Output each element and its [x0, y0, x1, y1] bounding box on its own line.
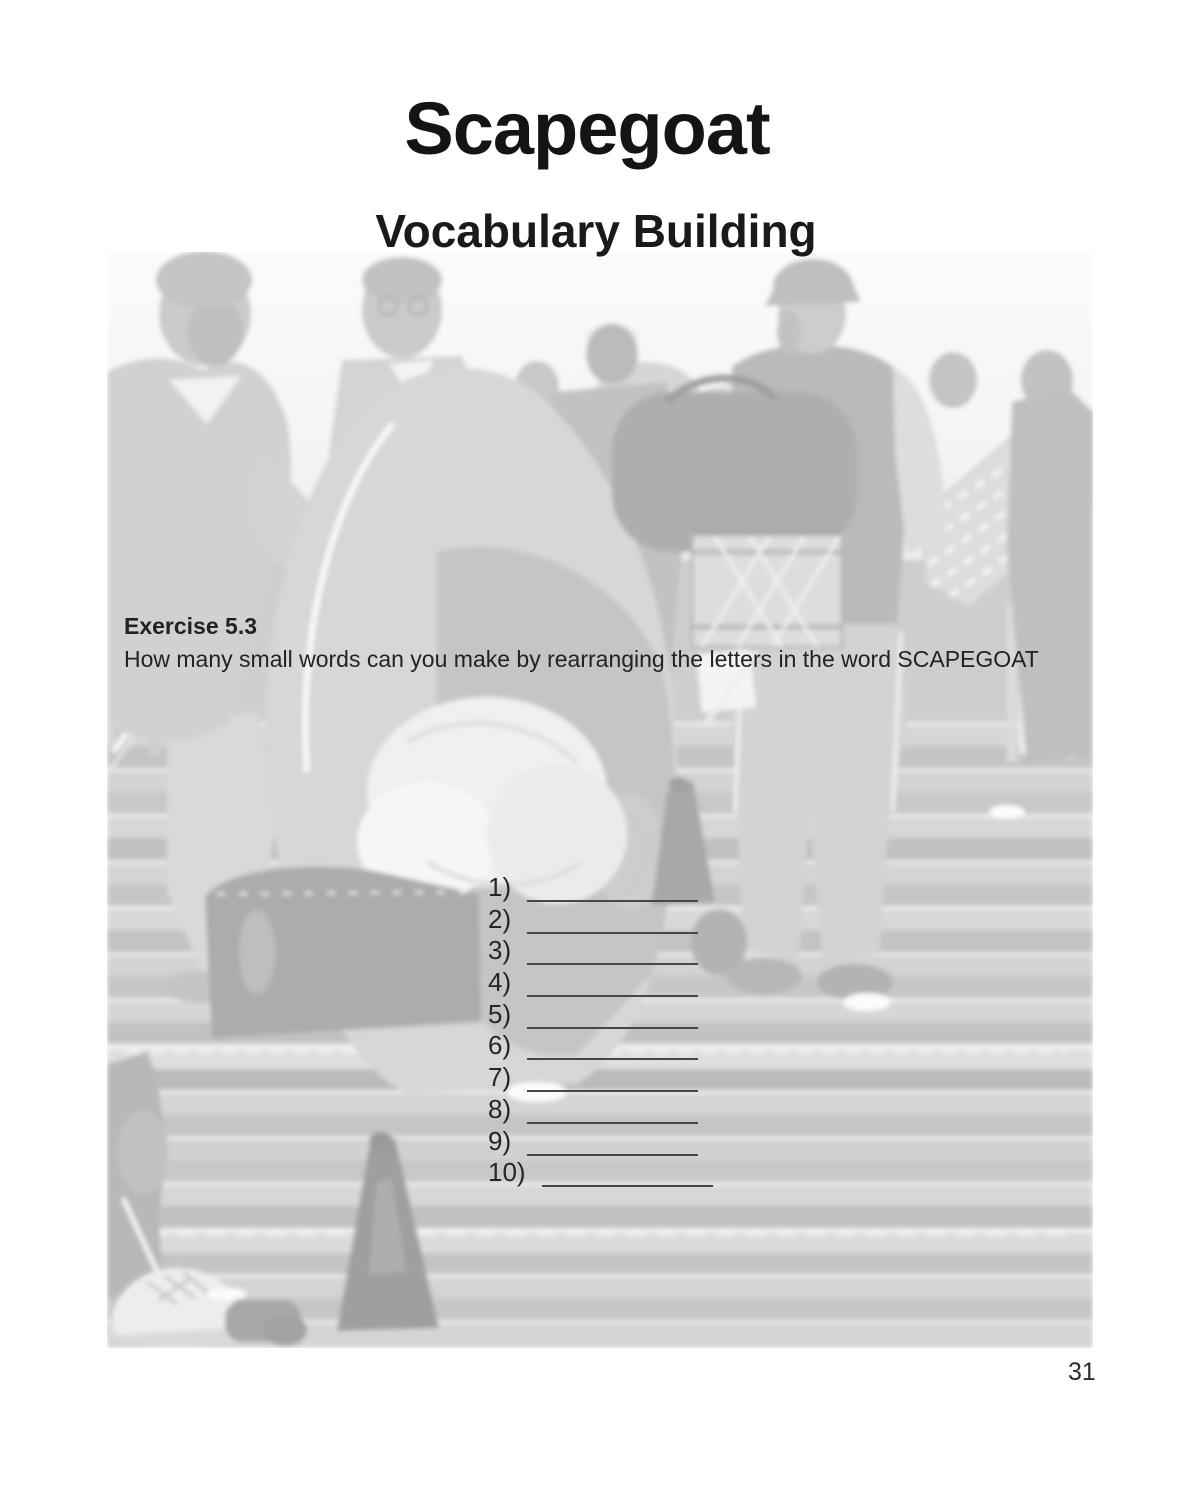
word-list-row	[488, 999, 713, 1031]
step-duffel-bag	[205, 867, 481, 1038]
word-list-row	[488, 872, 713, 904]
answer-blank	[527, 963, 698, 965]
exercise-block	[124, 610, 1134, 676]
item-number: 8)	[488, 1093, 512, 1124]
item-number: 5)	[488, 998, 512, 1029]
item-number: 4)	[488, 967, 512, 998]
page-title: Scapegoat	[404, 87, 770, 170]
item-number: 2)	[488, 903, 512, 934]
answer-blank	[527, 1122, 698, 1124]
answer-blank	[527, 932, 698, 934]
page-number: 31	[1068, 1358, 1096, 1386]
word-list-row	[488, 1126, 713, 1158]
item-number: 6)	[488, 1030, 512, 1061]
answer-blank	[542, 1185, 713, 1187]
item-number: 10)	[488, 1157, 526, 1188]
word-list-row	[488, 1030, 713, 1062]
exercise-label: Exercise 5.3	[124, 613, 258, 639]
exercise-instruction: How many small words can you make by rearranging the letters in the word SCAPEGOAT	[124, 646, 1039, 672]
word-list-row	[488, 1094, 713, 1126]
word-list-row	[488, 1062, 713, 1094]
item-number: 3)	[488, 935, 512, 966]
word-list	[488, 872, 713, 1189]
item-number: 1)	[488, 872, 512, 902]
answer-blank	[527, 1058, 698, 1060]
word-list-row	[488, 1157, 713, 1189]
answer-blank	[527, 900, 698, 902]
word-list-row	[488, 904, 713, 936]
answer-blank	[527, 1027, 698, 1029]
page-subtitle: Vocabulary Building	[375, 205, 817, 257]
answer-blank	[527, 1154, 698, 1156]
item-number: 9)	[488, 1125, 512, 1156]
answer-blank	[527, 1090, 698, 1092]
item-number: 7)	[488, 1062, 512, 1093]
word-list-row	[488, 967, 713, 999]
word-list-row	[488, 935, 713, 967]
answer-blank	[527, 995, 698, 997]
